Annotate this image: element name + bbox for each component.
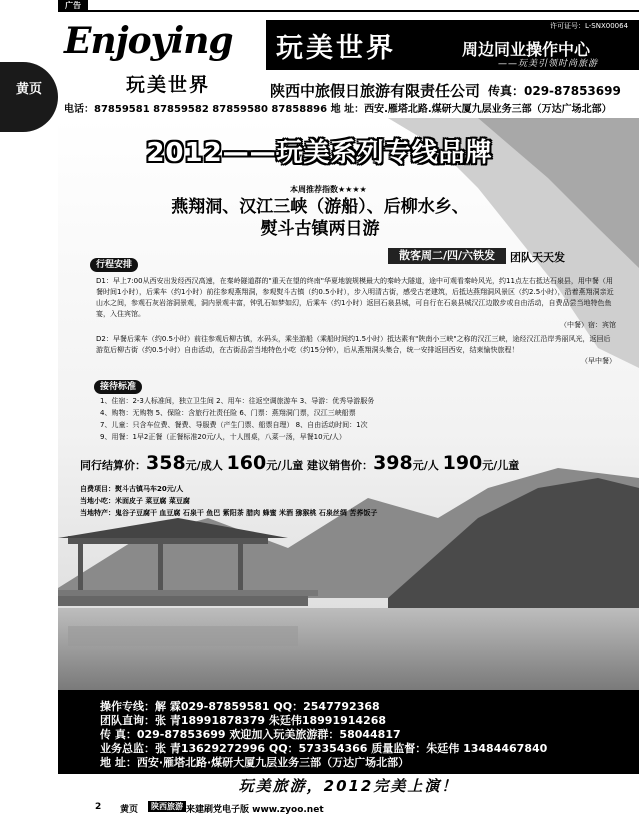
recommend-rating: 本周推荐指数★★★★ [290,185,367,194]
route-title-line-2: 熨斗古镇两日游 [260,219,380,239]
logo-chinese: 玩美世界 [126,74,211,96]
retail-adult-unit: 元/人 [412,459,443,472]
footer [0,799,639,814]
standard-row-3: 7、儿童：只含车位费、餐费、导服费（产生门票、船票自理） 8、自由活动时间：1次 [100,421,368,429]
footer-label: 黄页 [120,805,139,814]
local-specialties: 当地特产：鬼谷子豆腐干 血豆腐 石泉干 鱼巴 紫阳茶 腊肉 蜂蜜 米酒 猕猴桃 石泉丝绸 苦荞饭子 [80,509,378,517]
standard-row-2: 4、购物：无购物 5、保险：含旅行社责任险 6、门票：燕翔洞门票，汉江三峡船票 [100,409,356,417]
day-2-meal: （早中餐） [581,357,616,365]
page-number: 2 [95,802,102,812]
banner-subtitle: 周边同业操作中心 [462,40,591,59]
header-banner [266,20,639,70]
company-name: 陕西中旅假日旅游有限责任公司 [270,82,481,100]
local-snacks: 当地小吃：米面皮子 菜豆腐 菜豆腐 [80,497,190,505]
top-rule [58,10,639,12]
standard-row-4: 9、用餐：1早2正餐（正餐标准20元/人，十人围桌，八菜一汤，早餐10元/人） [100,433,346,441]
adult-unit: 元/成人 [185,459,227,472]
contact-address: 地 址：西安·雁塔北路·煤研大厦九层业务三部（万达广场北部） [100,756,410,769]
contact-director: 业务总监：张 青13629272996 QQ：573354366 质量监督：朱廷伟 13484467840 [100,742,548,755]
banner-slogan: ——玩美引领时尚旅游 [498,59,599,69]
footer-tag: 陕西旅游 [148,801,186,812]
route-title-line-1: 燕翔洞、汉江三峡（游船）、后柳水乡、 [171,197,469,217]
retail-adult-price: 398 [373,452,413,474]
footer-link[interactable]: 来建刷党电子版 www.zyoo.net [186,805,324,814]
phone-address-line: 电话：87859581 87859582 87859580 87858896 地 址：西安.雁塔北路.煤研大厦九层业务三部（万达广场北部） [64,104,612,115]
retail-child-unit: 元/儿童 [482,459,520,472]
logo [64,18,264,98]
contact-group: 团队直询：张 青18991878379 朱廷伟18991914268 [100,714,387,727]
itinerary-tag: 行程安排 [90,258,138,272]
standard-row-1: 1、住宿：2-3人标准间，独立卫生间 2、用车：往返空调旅游车 3、导游：优秀导游服务 [100,397,375,405]
day-2-text: D2：早餐后乘车（约0.5小时）前往参观后柳古镇，水码头，乘坐游船（乘船时间约1.5小时）抵达素有"陕南小三峡"之称的汉江三峡，途经汉江沿岸秀丽风光，返回后游览后柳古街（约0.5小时）自由活动，在古街品尝当地特色小吃（约15分钟），后从燕翔洞头集合，统一安排返回西安，结束愉快旅程！ [96,335,611,354]
fax-number: 传真：029-87853699 [488,84,621,98]
child-unit: 元/儿童 建议销售价： [266,459,374,472]
itinerary-day-1 [96,276,616,331]
day-1-meal: （中餐）宿：宾馆 [560,321,616,329]
retail-child-price: 190 [442,452,483,474]
price-line [80,452,519,474]
standard-tag: 接待标准 [94,380,142,394]
license-number: 许可证号：L-SNX00064 [550,22,629,30]
contact-fax: 传 真：029-87853699 欢迎加入玩美旅游群：58044817 [100,728,401,741]
contact-panel [58,690,639,782]
slogan: 玩美旅游，2012完美上演！ [58,774,639,798]
adult-price: 358 [146,452,186,474]
ad-tag: 广告 [58,0,88,11]
departure-schedule: 散客周二/四/六铁发 [388,248,506,264]
banner-title: 玩美世界 [276,33,396,64]
self-pay-items: 自费项目：熨斗古镇马车20元/人 [80,485,184,493]
contact-operator: 操作专线：解 霖029-87859581 QQ：2547792368 [100,700,380,713]
side-tab-yellow-pages: 黄页 [0,62,58,132]
logo-script: Enjoying [64,20,233,62]
child-price: 160 [226,452,267,474]
day-1-text: D1：早上7:00从西安出发经西汉高速，在秦岭隧道群的"重天在望的终南"华夏地貌规模最大的秦岭大隧道，途中可观看秦岭风光，约11点左右抵达石泉县，用中餐（用餐时间1小时），后乘车（约1小时）前往参观燕翔洞，参观熨斗古镇（约0.5小时），步入明清古街，感受古老建筑，后抵达燕翔洞风景区（约2.5小时），沿着燕翔洞亲近山水之间，参观石灰岩溶洞景观，洞内景观丰富，钟乳石如梦如幻，后乘车（约1小时）返回石泉县城，可自行在石泉县城汉江边散步或自由活动，自费品尝当地特色鱼宴，入住宾馆。 [96,277,614,318]
main-title: 2012——玩美系列专线品牌 [146,138,493,168]
itinerary-day-2 [96,334,616,367]
price-prefix: 同行结算价： [80,459,146,472]
route-title [150,196,490,240]
group-daily: 团队天天发 [510,251,565,264]
